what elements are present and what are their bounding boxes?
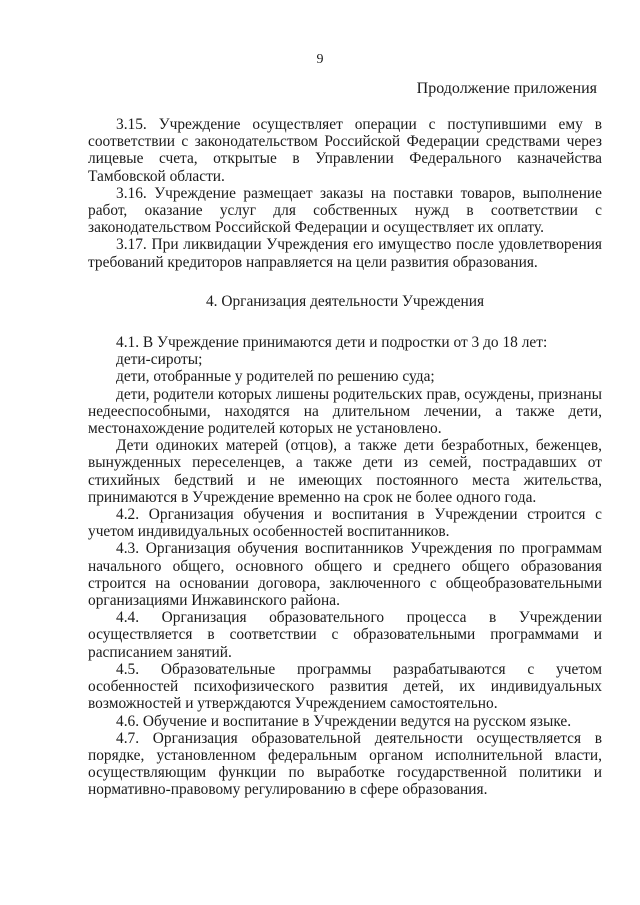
paragraph-parents: дети, родители которых лишены родительских прав, осуждены, признаны недееспособными, находятся на длительном лечении, а также дети, местонахождение родителей которых не установлено.	[88, 385, 602, 438]
paragraph-4-6: 4.6. Обучение и воспитание в Учреждении ведутся на русском языке.	[116, 712, 572, 730]
list-item: дети-сироты;	[116, 351, 203, 369]
paragraph-single-parents: Дети одиноких матерей (отцов), а также дети безработных, беженцев, вынужденных переселенцев, а также дети из семей, пострадавших от стихийных бедствий и не имеющих постоянного места жительства, принимаются в Учреждение временно на срок не более одного года.	[88, 437, 602, 506]
running-head: Продолжение приложения	[416, 80, 597, 97]
list-item: дети, отобранные у родителей по решению суда;	[116, 368, 435, 386]
section-title: 4. Организация деятельности Учреждения	[205, 292, 485, 310]
paragraph-4-4: 4.4. Организация образовательного процесса в Учреждении осуществляется в соответствии с образовательными программами и расписанием занятий.	[88, 609, 602, 661]
paragraph-3-17: 3.17. При ликвидации Учреждения его имущество после удовлетворения требований кредиторов направляется на цели развития образования.	[88, 236, 602, 271]
document-body	[88, 116, 602, 799]
paragraph-3-16: 3.16. Учреждение размещает заказы на поставки товаров, выполнение работ, оказание услуг для собственных нужд в соответствии с законодательством Российской Федерации и осуществляет их оплату.	[88, 184, 602, 237]
page-number: 9	[316, 52, 324, 67]
paragraph-3-15: 3.15. Учреждение осуществляет операции с поступившими ему в соответствии с законодательством Российской Федерации средствами через лицевые счета, открытые в Управлении Федерального казначейства Тамбовской области.	[88, 116, 602, 185]
paragraph-4-1: 4.1. В Учреждение принимаются дети и подростки от 3 до 18 лет:	[116, 334, 548, 352]
paragraph-4-5: 4.5. Образовательные программы разрабатываются с учетом особенностей психофизического развития детей, их индивидуальных возможностей и утверждаются Учреждением самостоятельно.	[88, 660, 602, 713]
paragraph-4-3: 4.3. Организация обучения воспитанников Учреждения по программам начального общего, основного общего и среднего общего образования строится на основании договора, заключенного с общеобразовательными организациями Инжавинского района.	[88, 540, 602, 610]
paragraph-4-7: 4.7. Организация образовательной деятельности осуществляется в порядке, установленном федеральным органом исполнительной власти, осуществляющим функции по выработке государственной политики и нормативно-правовому регулированию в сфере образования.	[88, 729, 602, 799]
paragraph-4-2: 4.2. Организация обучения и воспитания в Учреждении строится с учетом индивидуальных особенностей воспитанников.	[88, 506, 602, 541]
